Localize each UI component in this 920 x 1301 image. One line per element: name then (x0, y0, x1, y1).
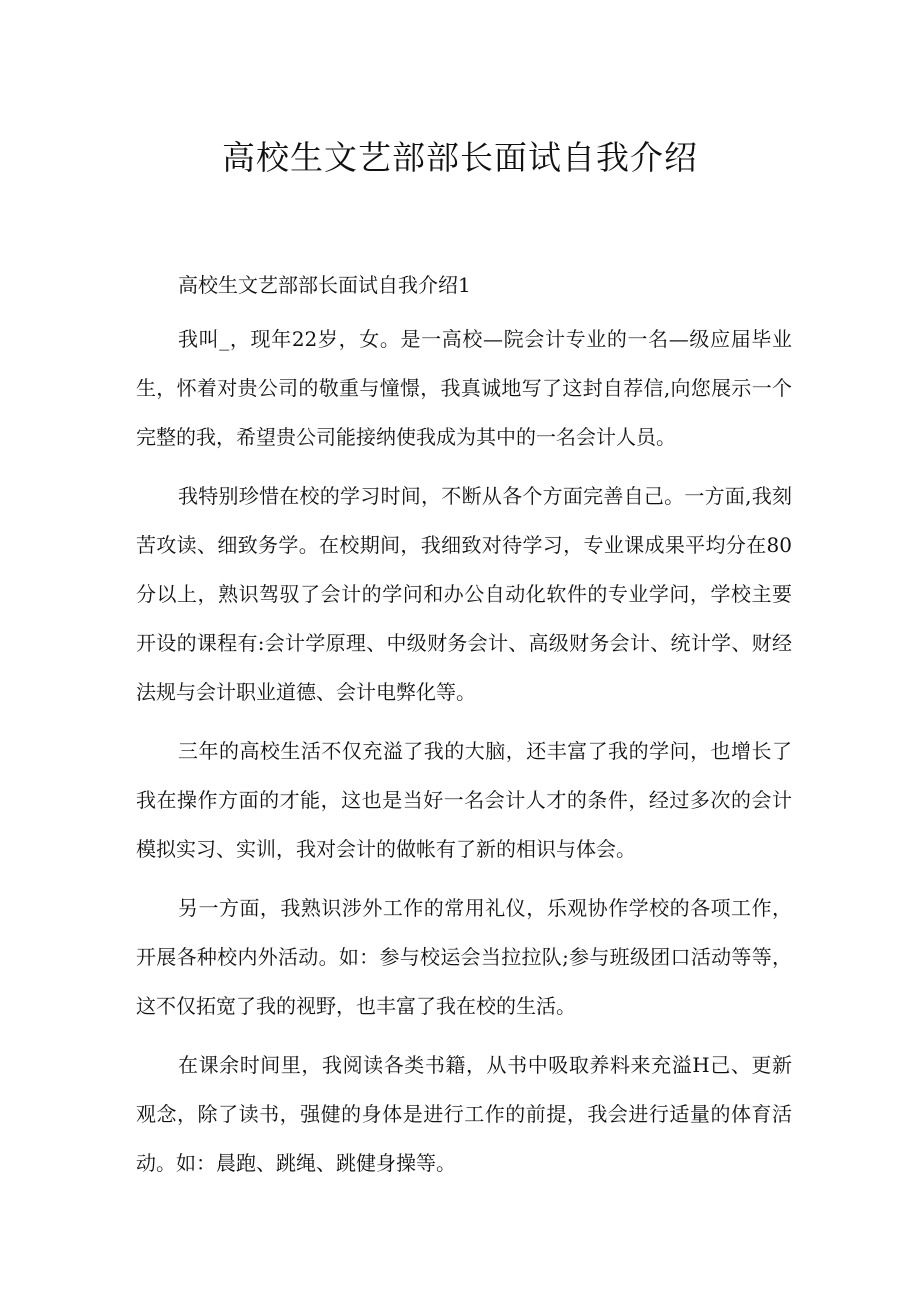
document-body (136, 265, 792, 1188)
document-title: 高校生文艺部部长面试自我介绍 (222, 138, 698, 177)
paragraph-4: 另一方面，我熟识涉外工作的常用礼仪，乐观协作学校的各项工作，开展各种校内外活动。如：参与校运会当拉拉队;参与班级团口活动等等，这不仅拓宽了我的视野，也丰富了我在校的生活。 (136, 896, 792, 1018)
paragraph-1: 我叫_，现年22岁，女。是一高校—院会计专业的一名—级应届毕业生，怀着对贵公司的敬重与憧憬，我真诚地写了这封自荐信,向您展示一个完整的我，希望贵公司能接纳使我成为其中的一名会计人员。 (136, 327, 792, 449)
paragraph-5: 在课余时间里，我阅读各类书籍，从书中吸取养料来充溢H己、更新观念，除了读书，强健的身体是进行工作的前提，我会进行适量的体育活动。如：晨跑、跳绳、跳健身操等。 (136, 1053, 792, 1175)
paragraph-3: 三年的高校生活不仅充溢了我的大脑，还丰富了我的学问，也增长了我在操作方面的才能，这也是当好一名会计人才的条件，经过多次的会计模拟实习、实训，我对会计的做帐有了新的相识与体会。 (136, 739, 792, 861)
paragraph-2: 我特别珍惜在校的学习时间，不断从各个方面完善自己。一方面,我刻苦攻读、细致务学。在校期间，我细致对待学习，专业课成果平均分在80分以上，熟识驾驭了会计的学问和办公自动化软件的专业学问，学校主要开设的课程有:会计学原理、中级财务会计、高级财务会计、统计学、财经法规与会计职业道德、会计电弊化等。 (136, 484, 792, 704)
section-heading: 高校生文艺部部长面试自我介绍1 (178, 273, 471, 297)
